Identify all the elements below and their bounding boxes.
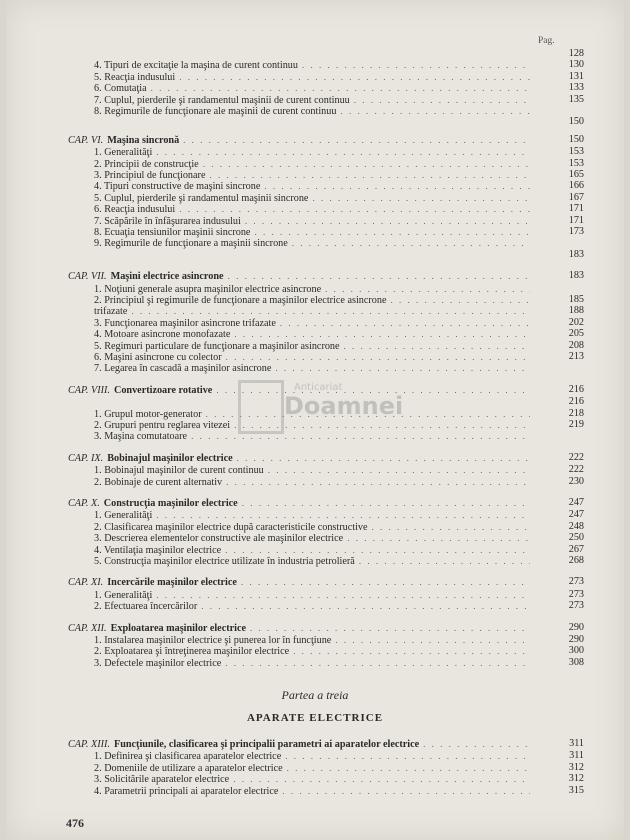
page-reference: 205	[568, 328, 584, 340]
section-title: 4. Motoare asincrone monofazate	[94, 329, 231, 341]
dot-leader	[201, 600, 530, 612]
section-entry	[94, 215, 534, 227]
section-title: 6. Reacţia indusului	[94, 204, 176, 216]
section-entry	[94, 169, 534, 181]
part-subtitle: APARATE ELECTRICE	[246, 712, 384, 724]
dot-leader	[287, 762, 530, 774]
section-title: 6. Comutaţia	[94, 83, 147, 95]
watermark-logo	[238, 380, 408, 432]
page-reference: 267	[568, 543, 584, 555]
section-title: 1. Generalităţi	[94, 510, 153, 522]
section-entry	[94, 82, 534, 94]
section-title: 2. Bobinaje de curent alternativ	[94, 476, 223, 488]
dot-leader	[254, 226, 530, 238]
section-entry	[94, 589, 534, 601]
dot-leader	[335, 634, 530, 646]
dot-leader	[156, 589, 530, 601]
section-entry	[94, 71, 534, 83]
section-title: 2. Grupuri pentru reglarea vitezei	[94, 420, 231, 431]
chapter-number: CAP. X.	[68, 498, 100, 509]
dot-leader	[340, 105, 530, 117]
dot-leader	[302, 59, 530, 71]
page-reference: 153	[568, 157, 584, 169]
chapter-title: Maşina sincronă	[107, 134, 180, 146]
section-entry	[94, 237, 534, 249]
page-reference: 273	[568, 588, 584, 600]
page-reference: 208	[568, 339, 584, 351]
dot-leader	[293, 645, 530, 657]
section-title: 4. Tipuri de excitaţie la maşina de curent continuu	[94, 60, 298, 72]
page-reference: 222	[568, 464, 584, 476]
page-reference: 216	[568, 383, 584, 395]
section-entry	[94, 226, 534, 238]
section-title: 8. Ecuaţia tensiunilor maşinii sincrone	[94, 227, 251, 238]
page-reference: 150	[568, 133, 584, 145]
section-title: trifazate	[94, 306, 128, 318]
page-reference: 230	[568, 475, 584, 487]
section-title: 7. Scăpările în înfăşurarea indusului	[94, 215, 241, 227]
dot-leader	[264, 180, 530, 192]
section-title: 2. Clasificarea maşinilor electrice după caracteristicile constructive	[94, 521, 368, 533]
dot-leader	[203, 158, 530, 170]
section-entry	[94, 105, 534, 117]
section-title: 5. Cuplul, pierderile şi randamentul maşinii sincrone	[94, 192, 309, 204]
page-reference: 247	[568, 509, 584, 521]
section-title: 4. Ventilaţia maşinilor electrice	[94, 544, 222, 556]
chapter-number: CAP. IX.	[68, 452, 104, 464]
section-title: 3. Maşina comutatoare	[94, 431, 188, 443]
chapter-title: Bobinajul maşinilor electrice	[107, 452, 233, 464]
chapter-entry	[68, 738, 534, 750]
section-entry	[94, 180, 534, 192]
dot-leader	[275, 362, 530, 374]
dot-leader	[359, 555, 530, 567]
page-reference: 166	[568, 180, 584, 192]
dot-leader	[241, 576, 530, 588]
page-reference: 308	[568, 656, 584, 668]
section-title: 2. Efectuarea încercărilor	[94, 601, 198, 613]
chapter-number: CAP. XII.	[68, 622, 107, 634]
dot-leader	[325, 283, 530, 295]
section-entry	[94, 283, 534, 295]
page-reference: 183	[568, 248, 584, 260]
page-column-header: Pag.	[538, 36, 555, 46]
section-title: 2. Domeniile de utilizare a aparatelor electrice	[94, 762, 283, 774]
page-reference: 150	[568, 116, 584, 128]
section-title: 1. Definirea şi clasificarea aparatelor electrice	[94, 751, 282, 763]
chapter-title: Exploatarea maşinilor electrice	[110, 622, 246, 634]
dot-leader	[151, 82, 530, 94]
section-entry	[94, 509, 534, 521]
section-title: 1. Grupul motor-generator	[94, 408, 202, 420]
dot-leader	[282, 785, 530, 797]
chapter-entry	[68, 270, 534, 282]
dot-leader	[131, 305, 530, 317]
section-entry	[94, 317, 534, 329]
chapter-title: Maşini electrice asincrone	[110, 271, 224, 283]
page-reference: 171	[568, 203, 584, 215]
dot-leader	[250, 622, 530, 634]
chapter-number: CAP. VIII.	[68, 384, 110, 396]
page-reference: 135	[568, 93, 584, 105]
dot-leader	[179, 71, 530, 83]
section-entry	[94, 94, 534, 106]
section-entry	[94, 328, 534, 340]
section-title: 3. Funcţionarea maşinilor asincrone trifazate	[94, 317, 276, 329]
page-reference: 219	[568, 419, 584, 430]
section-title: 9. Regimurile de funcţionare a maşinii sincrone	[94, 238, 288, 250]
section-title: 8. Regimurile de funcţionare ale maşinii de curent continuu	[94, 106, 337, 117]
page-reference: 247	[568, 497, 584, 508]
dot-leader	[225, 544, 530, 556]
section-entry	[94, 532, 534, 544]
chapter-number: CAP. XIII.	[68, 739, 110, 750]
chapter-entry	[68, 134, 534, 146]
section-entry	[94, 645, 534, 657]
chapter-entry	[68, 622, 534, 634]
dot-leader	[156, 509, 530, 521]
section-entry	[94, 634, 534, 646]
section-entry	[94, 158, 534, 170]
dot-leader	[391, 294, 530, 306]
chapter-number: CAP. VII.	[68, 271, 107, 283]
dot-leader	[280, 317, 530, 329]
dot-leader	[312, 192, 530, 204]
section-entry	[94, 521, 534, 533]
section-title: 2. Exploatarea şi întreţinerea maşinilor electrice	[94, 646, 290, 658]
dot-leader	[242, 497, 530, 509]
dot-leader	[209, 169, 530, 181]
section-entry	[94, 762, 534, 774]
page-reference: 222	[568, 451, 584, 463]
section-title: 1. Generalităţi	[94, 147, 153, 159]
section-title: 1. Bobinajul maşinilor de curent continuu	[94, 465, 264, 477]
dot-leader	[183, 134, 530, 146]
chapter-entry	[68, 576, 534, 588]
page-reference: 311	[569, 738, 584, 749]
section-entry	[94, 785, 534, 797]
section-entry	[94, 249, 534, 261]
section-entry	[94, 59, 534, 71]
page-reference: 290	[568, 634, 584, 645]
dot-leader	[423, 738, 530, 750]
section-entry	[94, 362, 534, 374]
section-entry	[94, 600, 534, 612]
page-reference: 268	[568, 555, 584, 566]
section-title: 5. Reacţia indusului	[94, 71, 176, 83]
page-reference: 290	[568, 621, 584, 633]
chapter-title: Incercările maşinilor electrice	[107, 577, 237, 589]
page-reference: 202	[568, 316, 584, 328]
dot-leader	[226, 351, 530, 363]
section-title: 3. Principiul de funcţionare	[94, 170, 206, 181]
dot-leader	[354, 94, 530, 106]
page-reference: 188	[568, 305, 584, 317]
page-reference: 131	[568, 70, 584, 82]
chapter-title: Convertizoare rotative	[113, 384, 213, 396]
section-title: 3. Defectele maşinilor electrice	[94, 657, 222, 669]
page-reference: 171	[568, 214, 584, 226]
section-title: 5. Construcţia maşinilor electrice utilizate în industria petrolieră	[94, 556, 355, 567]
section-title: 3. Solicitările aparatelor electrice	[94, 774, 230, 786]
section-entry	[94, 430, 534, 442]
page-reference: 167	[568, 191, 584, 203]
section-entry	[94, 773, 534, 785]
page-reference: 213	[568, 351, 584, 362]
page-reference: 216	[568, 396, 584, 408]
watermark-frame-icon	[238, 380, 284, 434]
page-number: 476	[66, 816, 84, 830]
page-reference: 311	[569, 750, 584, 762]
section-title: 7. Cuplul, pierderile şi randamentul maşinii de curent continuu	[94, 94, 350, 106]
chapter-entry	[68, 452, 534, 464]
page-reference: 165	[568, 169, 584, 180]
page-reference: 273	[568, 576, 584, 588]
dot-leader	[372, 521, 530, 533]
page-reference: 250	[568, 532, 584, 544]
section-entry	[94, 544, 534, 556]
section-title: 5. Regimuri particulare de funcţionare a maşinilor asincrone	[94, 340, 340, 352]
section-entry	[94, 146, 534, 158]
section-entry	[94, 305, 534, 317]
page-reference: 312	[568, 761, 584, 773]
section-entry	[94, 657, 534, 669]
section-entry	[94, 203, 534, 215]
chapter-title: Funcţiunile, clasificarea şi principalii parametri ai aparatelor electrice	[113, 739, 420, 750]
page-reference: 133	[568, 82, 584, 94]
page-reference: 153	[568, 146, 584, 158]
dot-leader	[245, 215, 530, 227]
section-title: 2. Principiul şi regimurile de funcţionare a maşinilor electrice asincrone	[94, 295, 387, 306]
dot-leader	[344, 340, 530, 352]
page-reference: 218	[568, 407, 584, 419]
page-reference: 312	[568, 773, 584, 785]
dot-leader	[179, 203, 530, 215]
dot-leader	[228, 270, 530, 282]
dot-leader	[234, 328, 530, 340]
section-title: 6. Maşini asincrone cu colector	[94, 352, 222, 363]
dot-leader	[226, 476, 530, 488]
watermark-big-text: Doamnei	[284, 392, 404, 420]
section-title: 1. Instalarea maşinilor electrice şi punerea lor în funcţiune	[94, 635, 332, 646]
page-reference: 300	[568, 645, 584, 657]
page-reference: 248	[568, 520, 584, 532]
section-title: 1. Noţiuni generale asupra maşinilor electrice asincrone	[94, 283, 322, 295]
dot-leader	[347, 532, 530, 544]
dot-leader	[156, 146, 530, 158]
chapter-number: CAP. XI.	[68, 577, 104, 589]
page-reference: 183	[568, 270, 584, 282]
dot-leader	[225, 657, 530, 669]
section-entry	[94, 192, 534, 204]
section-title: 1. Generalităţi	[94, 589, 153, 601]
section-entry	[94, 48, 534, 60]
book-page	[6, 0, 624, 840]
section-title: 4. Parametrii principali ai aparatelor electrice	[94, 785, 279, 797]
section-entry	[94, 351, 534, 363]
page-reference: 130	[568, 59, 584, 71]
section-entry	[94, 294, 534, 306]
section-entry	[94, 750, 534, 762]
section-entry	[94, 464, 534, 476]
dot-leader	[233, 773, 530, 785]
section-title: 4. Tipuri constructive de maşini sincrone	[94, 181, 261, 193]
section-entry	[94, 340, 534, 352]
dot-leader	[237, 452, 530, 464]
part-title: Partea a treia	[281, 688, 349, 702]
dot-leader	[285, 750, 530, 762]
section-title: 3. Descrierea elementelor constructive ale maşinilor electrice	[94, 533, 344, 545]
chapter-entry	[68, 497, 534, 509]
section-title: 2. Principii de construcţie	[94, 158, 199, 170]
watermark-small-text: Anticariat	[294, 382, 343, 393]
dot-leader	[268, 464, 530, 476]
chapter-number: CAP. VI.	[68, 134, 104, 146]
page-reference: 185	[568, 294, 584, 305]
dot-leader	[292, 237, 530, 249]
section-entry	[94, 476, 534, 488]
section-entry	[94, 555, 534, 567]
page-reference: 128	[568, 48, 584, 59]
section-title: 7. Legarea în cascadă a maşinilor asincrone	[94, 363, 272, 375]
section-entry	[94, 116, 534, 128]
page-reference: 273	[568, 600, 584, 612]
chapter-title: Construcţia maşinilor electrice	[103, 498, 238, 509]
page-reference: 315	[568, 784, 584, 796]
page-reference: 173	[568, 226, 584, 237]
